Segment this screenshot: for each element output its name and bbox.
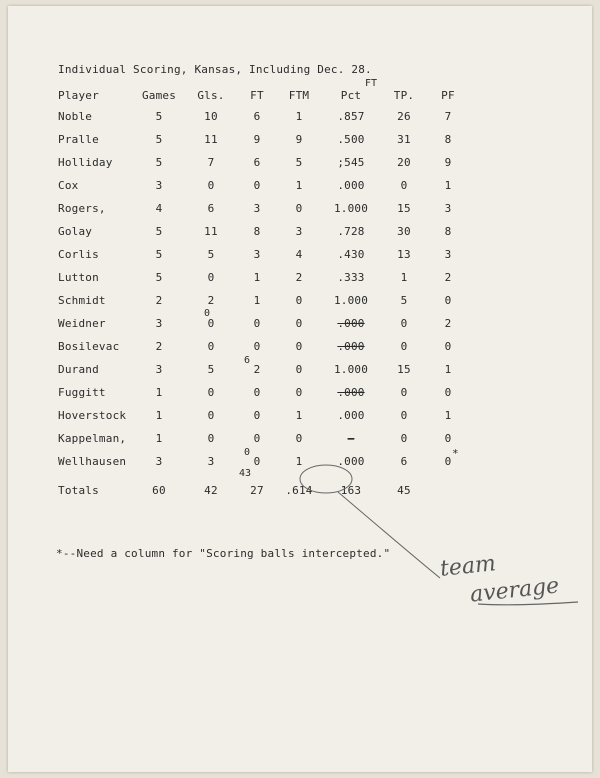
totals-ftm: .614 xyxy=(285,483,313,497)
cell-tp: 0 xyxy=(400,409,408,422)
cell-tp: 0 xyxy=(400,432,408,445)
header-ft: FT xyxy=(250,89,264,102)
cell-gls: 6 xyxy=(207,202,215,215)
cell-games: 4 xyxy=(155,202,163,215)
header-tp: TP. xyxy=(393,89,415,102)
cell-player: Corlis xyxy=(58,248,99,261)
cell-pf: 1 xyxy=(444,363,452,376)
cell-pct: 1.000 xyxy=(333,363,369,376)
cell-pct: .333 xyxy=(337,271,365,284)
cell-player: Schmidt xyxy=(58,294,106,307)
cell-ft: 3 xyxy=(253,248,261,261)
cell-player: Weidner xyxy=(58,317,106,330)
cell-pf: 1 xyxy=(444,179,452,192)
cell-gls: 0 xyxy=(207,271,215,284)
cell-pf: 7 xyxy=(444,110,452,123)
cell-ft: 3 xyxy=(253,202,261,215)
cell-ftm: 9 xyxy=(295,133,303,146)
cell-gls: 5 xyxy=(207,363,215,376)
header-player: Player xyxy=(58,89,99,102)
cell-gls: 7 xyxy=(207,156,215,169)
cell-gls: 2 xyxy=(207,294,215,307)
cell-ftm: 1 xyxy=(295,455,303,468)
cell-ft: 8 xyxy=(253,225,261,238)
overstrike-schmidt-gls: 0 xyxy=(204,308,211,319)
cell-pct: .000 xyxy=(337,409,365,422)
cell-games: 5 xyxy=(155,248,163,261)
cell-tp: 31 xyxy=(397,133,411,146)
cell-pf: 3 xyxy=(444,202,452,215)
cell-pct: .000 xyxy=(337,179,365,192)
cell-games: 3 xyxy=(155,317,163,330)
cell-player: Noble xyxy=(58,110,93,123)
cell-gls: 11 xyxy=(204,133,218,146)
cell-player: Durand xyxy=(58,363,99,376)
cell-tp: 0 xyxy=(400,179,408,192)
cell-ft: 0 xyxy=(253,409,261,422)
cell-pf: 9 xyxy=(444,156,452,169)
cell-gls: 0 xyxy=(207,386,215,399)
cell-pct: .430 xyxy=(337,248,365,261)
cell-tp: 26 xyxy=(397,110,411,123)
cell-pct: ;545 xyxy=(337,156,365,169)
cell-ftm: 0 xyxy=(295,202,303,215)
cell-player: Pralle xyxy=(58,133,99,146)
cell-ftm: 1 xyxy=(295,110,303,123)
document-page xyxy=(8,6,592,772)
cell-ftm: 0 xyxy=(295,317,303,330)
cell-ft: 9 xyxy=(253,133,261,146)
cell-tp: 30 xyxy=(397,225,411,238)
cell-pf: 3 xyxy=(444,248,452,261)
cell-gls: 5 xyxy=(207,248,215,261)
cell-pct: .000 xyxy=(337,317,365,330)
cell-games: 5 xyxy=(155,225,163,238)
cell-games: 1 xyxy=(155,432,163,445)
cell-player: Kappelman, xyxy=(58,432,127,445)
cell-ft: 0 xyxy=(253,386,261,399)
cell-tp: 1 xyxy=(400,271,408,284)
header-games: Games xyxy=(141,89,177,102)
cell-games: 3 xyxy=(155,363,163,376)
cell-tp: 5 xyxy=(400,294,408,307)
cell-ftm: 1 xyxy=(295,409,303,422)
cell-games: 2 xyxy=(155,294,163,307)
cell-pct: .000 xyxy=(337,455,365,468)
cell-pct: — xyxy=(347,432,355,445)
cell-games: 1 xyxy=(155,386,163,399)
cell-gls: 0 xyxy=(207,432,215,445)
totals-label: Totals xyxy=(58,483,99,497)
cell-pf: 8 xyxy=(444,133,452,146)
cell-player: Holliday xyxy=(58,156,113,169)
cell-ft: 2 xyxy=(253,363,261,376)
cell-gls: 0 xyxy=(207,340,215,353)
cell-games: 3 xyxy=(155,179,163,192)
cell-player: Lutton xyxy=(58,271,99,284)
cell-pf: 0 xyxy=(444,386,452,399)
cell-games: 5 xyxy=(155,133,163,146)
cell-games: 5 xyxy=(155,156,163,169)
totals-pct: 163 xyxy=(340,483,362,497)
cell-pct: .000 xyxy=(337,386,365,399)
pencil-annotation xyxy=(8,6,592,772)
cell-tp: 6 xyxy=(400,455,408,468)
cell-games: 5 xyxy=(155,271,163,284)
cell-tp: 13 xyxy=(397,248,411,261)
cell-ftm: 2 xyxy=(295,271,303,284)
cell-gls: 10 xyxy=(204,110,218,123)
overstrike-wellhausen-ft: 0 xyxy=(244,447,251,458)
cell-player: Bosilevac xyxy=(58,340,120,353)
totals-games: 60 xyxy=(152,483,166,497)
header-gls: Gls. xyxy=(197,89,225,102)
cell-ft: 1 xyxy=(253,271,261,284)
cell-pf: 0 xyxy=(444,340,452,353)
cell-pf: 0 xyxy=(444,455,452,468)
cell-player: Rogers, xyxy=(58,202,106,215)
pct-header-top: FT xyxy=(365,78,378,89)
cell-player: Hoverstock xyxy=(58,409,127,422)
cell-player: Fuggitt xyxy=(58,386,106,399)
cell-pct: .500 xyxy=(337,133,365,146)
cell-games: 1 xyxy=(155,409,163,422)
cell-ftm: 0 xyxy=(295,363,303,376)
footnote: *--Need a column for "Scoring balls intercepted." xyxy=(56,547,391,560)
cell-pf: 0 xyxy=(444,294,452,307)
header-pct: Pct xyxy=(340,89,362,102)
document-title: Individual Scoring, Kansas, Including Dec. 28. xyxy=(58,63,372,76)
cell-ft: 6 xyxy=(253,156,261,169)
cell-pf: 1 xyxy=(444,409,452,422)
handwritten-team: team xyxy=(438,551,497,582)
cell-pct: .857 xyxy=(337,110,365,123)
cell-games: 3 xyxy=(155,455,163,468)
cell-gls: 0 xyxy=(207,409,215,422)
cell-ft: 6 xyxy=(253,110,261,123)
asterisk-mark: * xyxy=(452,447,459,460)
cell-pf: 0 xyxy=(444,432,452,445)
cell-player: Cox xyxy=(58,179,79,192)
cell-player: Golay xyxy=(58,225,93,238)
cell-gls: 3 xyxy=(207,455,215,468)
header-ftm: FTM xyxy=(288,89,310,102)
cell-tp: 20 xyxy=(397,156,411,169)
cell-tp: 0 xyxy=(400,340,408,353)
cell-ftm: 3 xyxy=(295,225,303,238)
cell-ft: 0 xyxy=(253,179,261,192)
cell-ftm: 1 xyxy=(295,179,303,192)
cell-pf: 8 xyxy=(444,225,452,238)
cell-ftm: 5 xyxy=(295,156,303,169)
cell-pct: 1.000 xyxy=(333,202,369,215)
cell-gls: 0 xyxy=(207,179,215,192)
cell-ftm: 4 xyxy=(295,248,303,261)
totals-gls: 42 xyxy=(204,483,218,497)
cell-pct: 1.000 xyxy=(333,294,369,307)
cell-player: Wellhausen xyxy=(58,455,127,468)
cell-ft: 0 xyxy=(253,432,261,445)
totals-tp: 45 xyxy=(397,483,411,497)
cell-ft: 0 xyxy=(253,455,261,468)
cell-ftm: 0 xyxy=(295,386,303,399)
totals-ft: 27 xyxy=(250,483,264,497)
cell-tp: 0 xyxy=(400,317,408,330)
cell-ftm: 0 xyxy=(295,294,303,307)
cell-ft: 1 xyxy=(253,294,261,307)
cell-tp: 15 xyxy=(397,202,411,215)
cell-pct: .000 xyxy=(337,340,365,353)
cell-games: 5 xyxy=(155,110,163,123)
cell-pf: 2 xyxy=(444,271,452,284)
cell-ft: 0 xyxy=(253,340,261,353)
cell-pct: .728 xyxy=(337,225,365,238)
overstrike-totals-ft: 43 xyxy=(239,468,252,479)
cell-ftm: 0 xyxy=(295,432,303,445)
cell-tp: 0 xyxy=(400,386,408,399)
cell-pf: 2 xyxy=(444,317,452,330)
handwritten-average: average xyxy=(468,573,561,608)
cell-gls: 11 xyxy=(204,225,218,238)
header-pf: PF xyxy=(441,89,455,102)
cell-games: 2 xyxy=(155,340,163,353)
overstrike-durand-ft: 6 xyxy=(244,355,251,366)
cell-gls: 0 xyxy=(207,317,215,330)
cell-ft: 0 xyxy=(253,317,261,330)
cell-tp: 15 xyxy=(397,363,411,376)
cell-ftm: 0 xyxy=(295,340,303,353)
